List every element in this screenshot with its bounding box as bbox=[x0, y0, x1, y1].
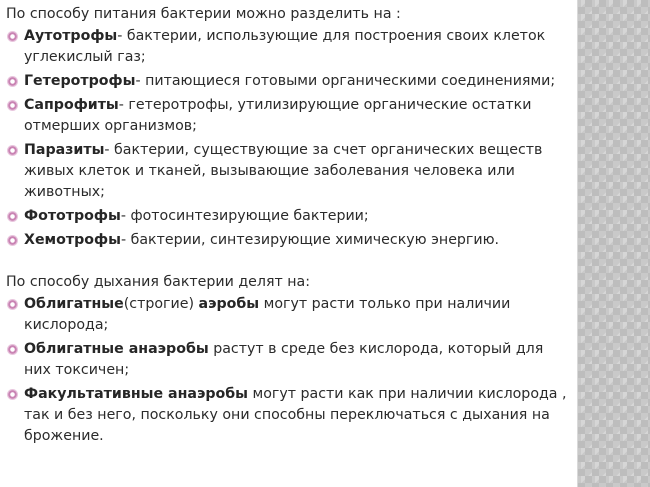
bullet-icon bbox=[7, 235, 18, 246]
term: Гетеротрофы bbox=[24, 73, 136, 89]
list-item bbox=[6, 384, 574, 447]
bullet-icon bbox=[7, 299, 18, 310]
definition: - питающиеся готовыми органическими соединениями; bbox=[135, 73, 556, 89]
term: Аутотрофы bbox=[24, 28, 118, 44]
respiration-list bbox=[6, 294, 574, 447]
definition: растут в среде без кислорода, который для них токсичен; bbox=[24, 341, 544, 378]
term: Сапрофиты bbox=[24, 97, 119, 113]
definition: - бактерии, существующие за счет органических веществ живых клеток и тканей, вызывающие заболевания человека или животных; bbox=[24, 142, 543, 200]
bullet-icon bbox=[7, 31, 18, 42]
list-item bbox=[6, 71, 574, 92]
definition: - гетеротрофы, утилизирующие органические остатки отмерших организмов; bbox=[24, 97, 532, 134]
definition: могут расти только при наличии кислорода; bbox=[24, 296, 511, 333]
section-respiration-intro: По способу дыхания бактерии делят на: bbox=[6, 274, 311, 290]
definition: - бактерии, использующие для построения своих клеток углекислый газ; bbox=[24, 28, 546, 65]
list-item bbox=[6, 294, 574, 336]
term: Факультативные анаэробы bbox=[24, 386, 249, 402]
list-item bbox=[6, 95, 574, 137]
section-spacer bbox=[6, 254, 574, 272]
term: Облигатные анаэробы bbox=[24, 341, 209, 357]
list-item bbox=[6, 206, 574, 227]
term-qualifier: (строгие) bbox=[123, 296, 199, 312]
list-item bbox=[6, 26, 574, 68]
section-nutrition-intro: По способу питания бактерии можно разделить на : bbox=[6, 6, 401, 22]
list-item bbox=[6, 140, 574, 203]
definition: могут расти как при наличии кислорода , так и без него, поскольку они способны переключаться с дыхания на брожение. bbox=[24, 386, 567, 444]
bullet-icon bbox=[7, 76, 18, 87]
term: Облигатные bbox=[24, 296, 124, 312]
decorative-side-pattern bbox=[577, 0, 650, 487]
term: Паразиты bbox=[24, 142, 105, 158]
nutrition-list bbox=[6, 26, 574, 251]
list-item bbox=[6, 339, 574, 381]
bullet-icon bbox=[7, 211, 18, 222]
bullet-icon bbox=[7, 344, 18, 355]
definition: - бактерии, синтезирующие химическую энергию. bbox=[120, 232, 500, 248]
list-item bbox=[6, 230, 574, 251]
term: Хемотрофы bbox=[24, 232, 121, 248]
term: Фототрофы bbox=[24, 208, 121, 224]
definition: - фотосинтезирующие бактерии; bbox=[120, 208, 369, 224]
bullet-icon bbox=[7, 389, 18, 400]
bullet-icon bbox=[7, 100, 18, 111]
slide-content bbox=[6, 4, 574, 450]
bullet-icon bbox=[7, 145, 18, 156]
term-secondary: аэробы bbox=[198, 296, 260, 312]
